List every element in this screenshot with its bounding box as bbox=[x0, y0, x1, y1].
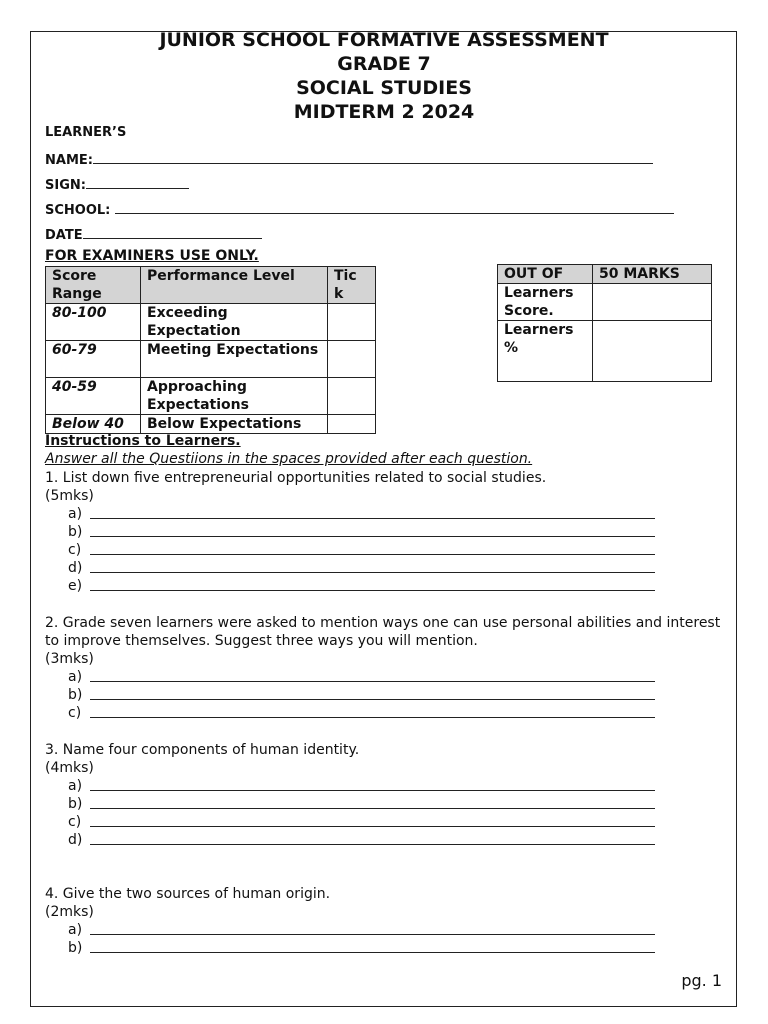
out-of-label: OUT OF bbox=[498, 265, 593, 284]
tick-cell[interactable] bbox=[328, 341, 376, 378]
performance-level-cell: Exceeding Expectation bbox=[141, 304, 328, 341]
answer-line-1d[interactable] bbox=[68, 559, 82, 577]
answer-label: a) bbox=[68, 669, 83, 685]
answer-line-2a[interactable] bbox=[68, 668, 82, 686]
answer-label: a) bbox=[68, 778, 83, 794]
learners-percent-cell[interactable] bbox=[593, 321, 712, 382]
answer-line-4b[interactable] bbox=[68, 939, 82, 957]
answer-line bbox=[90, 536, 655, 537]
answer-label: e) bbox=[68, 578, 83, 594]
marks-table bbox=[497, 264, 712, 382]
sign-label: SIGN: bbox=[45, 178, 86, 193]
header-tick: Tic k bbox=[328, 267, 376, 304]
score-range-cell: Below 40 bbox=[46, 415, 141, 434]
name-line bbox=[93, 151, 653, 164]
date-line bbox=[83, 226, 262, 239]
answer-label: b) bbox=[68, 524, 83, 540]
name-field[interactable] bbox=[45, 149, 653, 168]
subject-heading: SOCIAL STUDIES bbox=[296, 77, 472, 99]
answer-line bbox=[90, 790, 655, 791]
learners-score-cell[interactable] bbox=[593, 284, 712, 321]
exam-title: JUNIOR SCHOOL FORMATIVE ASSESSMENT bbox=[159, 29, 609, 51]
score-range-cell: 60-79 bbox=[46, 341, 141, 378]
name-label: NAME: bbox=[45, 153, 93, 168]
question-4-marks: (2mks) bbox=[45, 904, 94, 920]
question-2-marks: (3mks) bbox=[45, 651, 94, 667]
answer-line-1c[interactable] bbox=[68, 541, 81, 559]
performance-table bbox=[45, 266, 376, 434]
date-field[interactable] bbox=[45, 224, 262, 243]
table-row bbox=[46, 378, 376, 415]
table-row bbox=[46, 304, 376, 341]
header-score-range: Score Range bbox=[46, 267, 141, 304]
answer-label: b) bbox=[68, 940, 83, 956]
answer-line-4a[interactable] bbox=[68, 921, 82, 939]
answer-label: a) bbox=[68, 506, 83, 522]
answer-line bbox=[90, 681, 655, 682]
answer-line bbox=[90, 572, 655, 573]
question-3-marks: (4mks) bbox=[45, 760, 94, 776]
learners-percent-row bbox=[498, 321, 712, 382]
answer-line bbox=[90, 518, 655, 519]
answer-label: c) bbox=[68, 814, 82, 830]
answer-line bbox=[90, 844, 655, 845]
term-heading: MIDTERM 2 2024 bbox=[293, 101, 475, 123]
sign-line bbox=[86, 176, 189, 189]
answer-line bbox=[90, 554, 655, 555]
score-range-cell: 40-59 bbox=[46, 378, 141, 415]
sign-field[interactable] bbox=[45, 174, 189, 193]
answer-line-3b[interactable] bbox=[68, 795, 82, 813]
answer-label: a) bbox=[68, 922, 83, 938]
school-label: SCHOOL: bbox=[45, 203, 111, 218]
total-marks-label: 50 MARKS bbox=[593, 265, 712, 284]
header-performance-level: Performance Level bbox=[141, 267, 328, 304]
learners-percent-label: Learners % bbox=[498, 321, 593, 382]
answer-line-1b[interactable] bbox=[68, 523, 82, 541]
answer-line bbox=[90, 590, 655, 591]
answer-label: c) bbox=[68, 705, 82, 721]
tick-cell[interactable] bbox=[328, 415, 376, 434]
grade-heading: GRADE 7 bbox=[337, 53, 431, 75]
question-1-marks: (5mks) bbox=[45, 488, 94, 504]
score-range-cell: 80-100 bbox=[46, 304, 141, 341]
page-number: pg. 1 bbox=[681, 971, 722, 990]
table-row bbox=[46, 341, 376, 378]
instructions-text: Answer all the Questiions in the spaces provided after each question. bbox=[45, 451, 533, 467]
answer-line bbox=[90, 952, 655, 953]
answer-line bbox=[90, 826, 655, 827]
answer-label: c) bbox=[68, 542, 82, 558]
tick-cell[interactable] bbox=[328, 304, 376, 341]
answer-line-2c[interactable] bbox=[68, 704, 81, 722]
answer-label: b) bbox=[68, 687, 83, 703]
answer-line-1a[interactable] bbox=[68, 505, 82, 523]
question-1-text: 1. List down five entrepreneurial opportunities related to social studies. bbox=[45, 470, 547, 486]
learners-score-label: Learners Score. bbox=[498, 284, 593, 321]
answer-line-2b[interactable] bbox=[68, 686, 82, 704]
answer-label: b) bbox=[68, 796, 83, 812]
tick-cell[interactable] bbox=[328, 378, 376, 415]
answer-line-3d[interactable] bbox=[68, 831, 82, 849]
school-field[interactable] bbox=[45, 199, 674, 218]
learners-label: LEARNER’S bbox=[45, 125, 127, 140]
marks-header-row bbox=[498, 265, 712, 284]
examiners-heading: FOR EXAMINERS USE ONLY. bbox=[45, 248, 259, 264]
question-2-text: 2. Grade seven learners were asked to mention ways one can use personal abilities and interest to improve themselves. Suggest three ways you will mention. bbox=[45, 615, 721, 649]
table-row bbox=[46, 415, 376, 434]
answer-line bbox=[90, 699, 655, 700]
answer-line-3a[interactable] bbox=[68, 777, 82, 795]
performance-level-cell: Below Expectations bbox=[141, 415, 328, 434]
school-line bbox=[115, 201, 674, 214]
question-4-text: 4. Give the two sources of human origin. bbox=[45, 886, 331, 902]
answer-line-1e[interactable] bbox=[68, 577, 82, 595]
performance-level-cell: Meeting Expectations bbox=[141, 341, 328, 378]
question-3-text: 3. Name four components of human identity. bbox=[45, 742, 360, 758]
answer-label: d) bbox=[68, 560, 83, 576]
table-header-row bbox=[46, 267, 376, 304]
answer-line bbox=[90, 717, 655, 718]
date-label: DATE bbox=[45, 228, 83, 243]
performance-level-cell: Approaching Expectations bbox=[141, 378, 328, 415]
instructions-heading: Instructions to Learners. bbox=[45, 433, 241, 449]
answer-label: d) bbox=[68, 832, 83, 848]
answer-line bbox=[90, 808, 655, 809]
answer-line-3c[interactable] bbox=[68, 813, 81, 831]
answer-line bbox=[90, 934, 655, 935]
learners-score-row bbox=[498, 284, 712, 321]
